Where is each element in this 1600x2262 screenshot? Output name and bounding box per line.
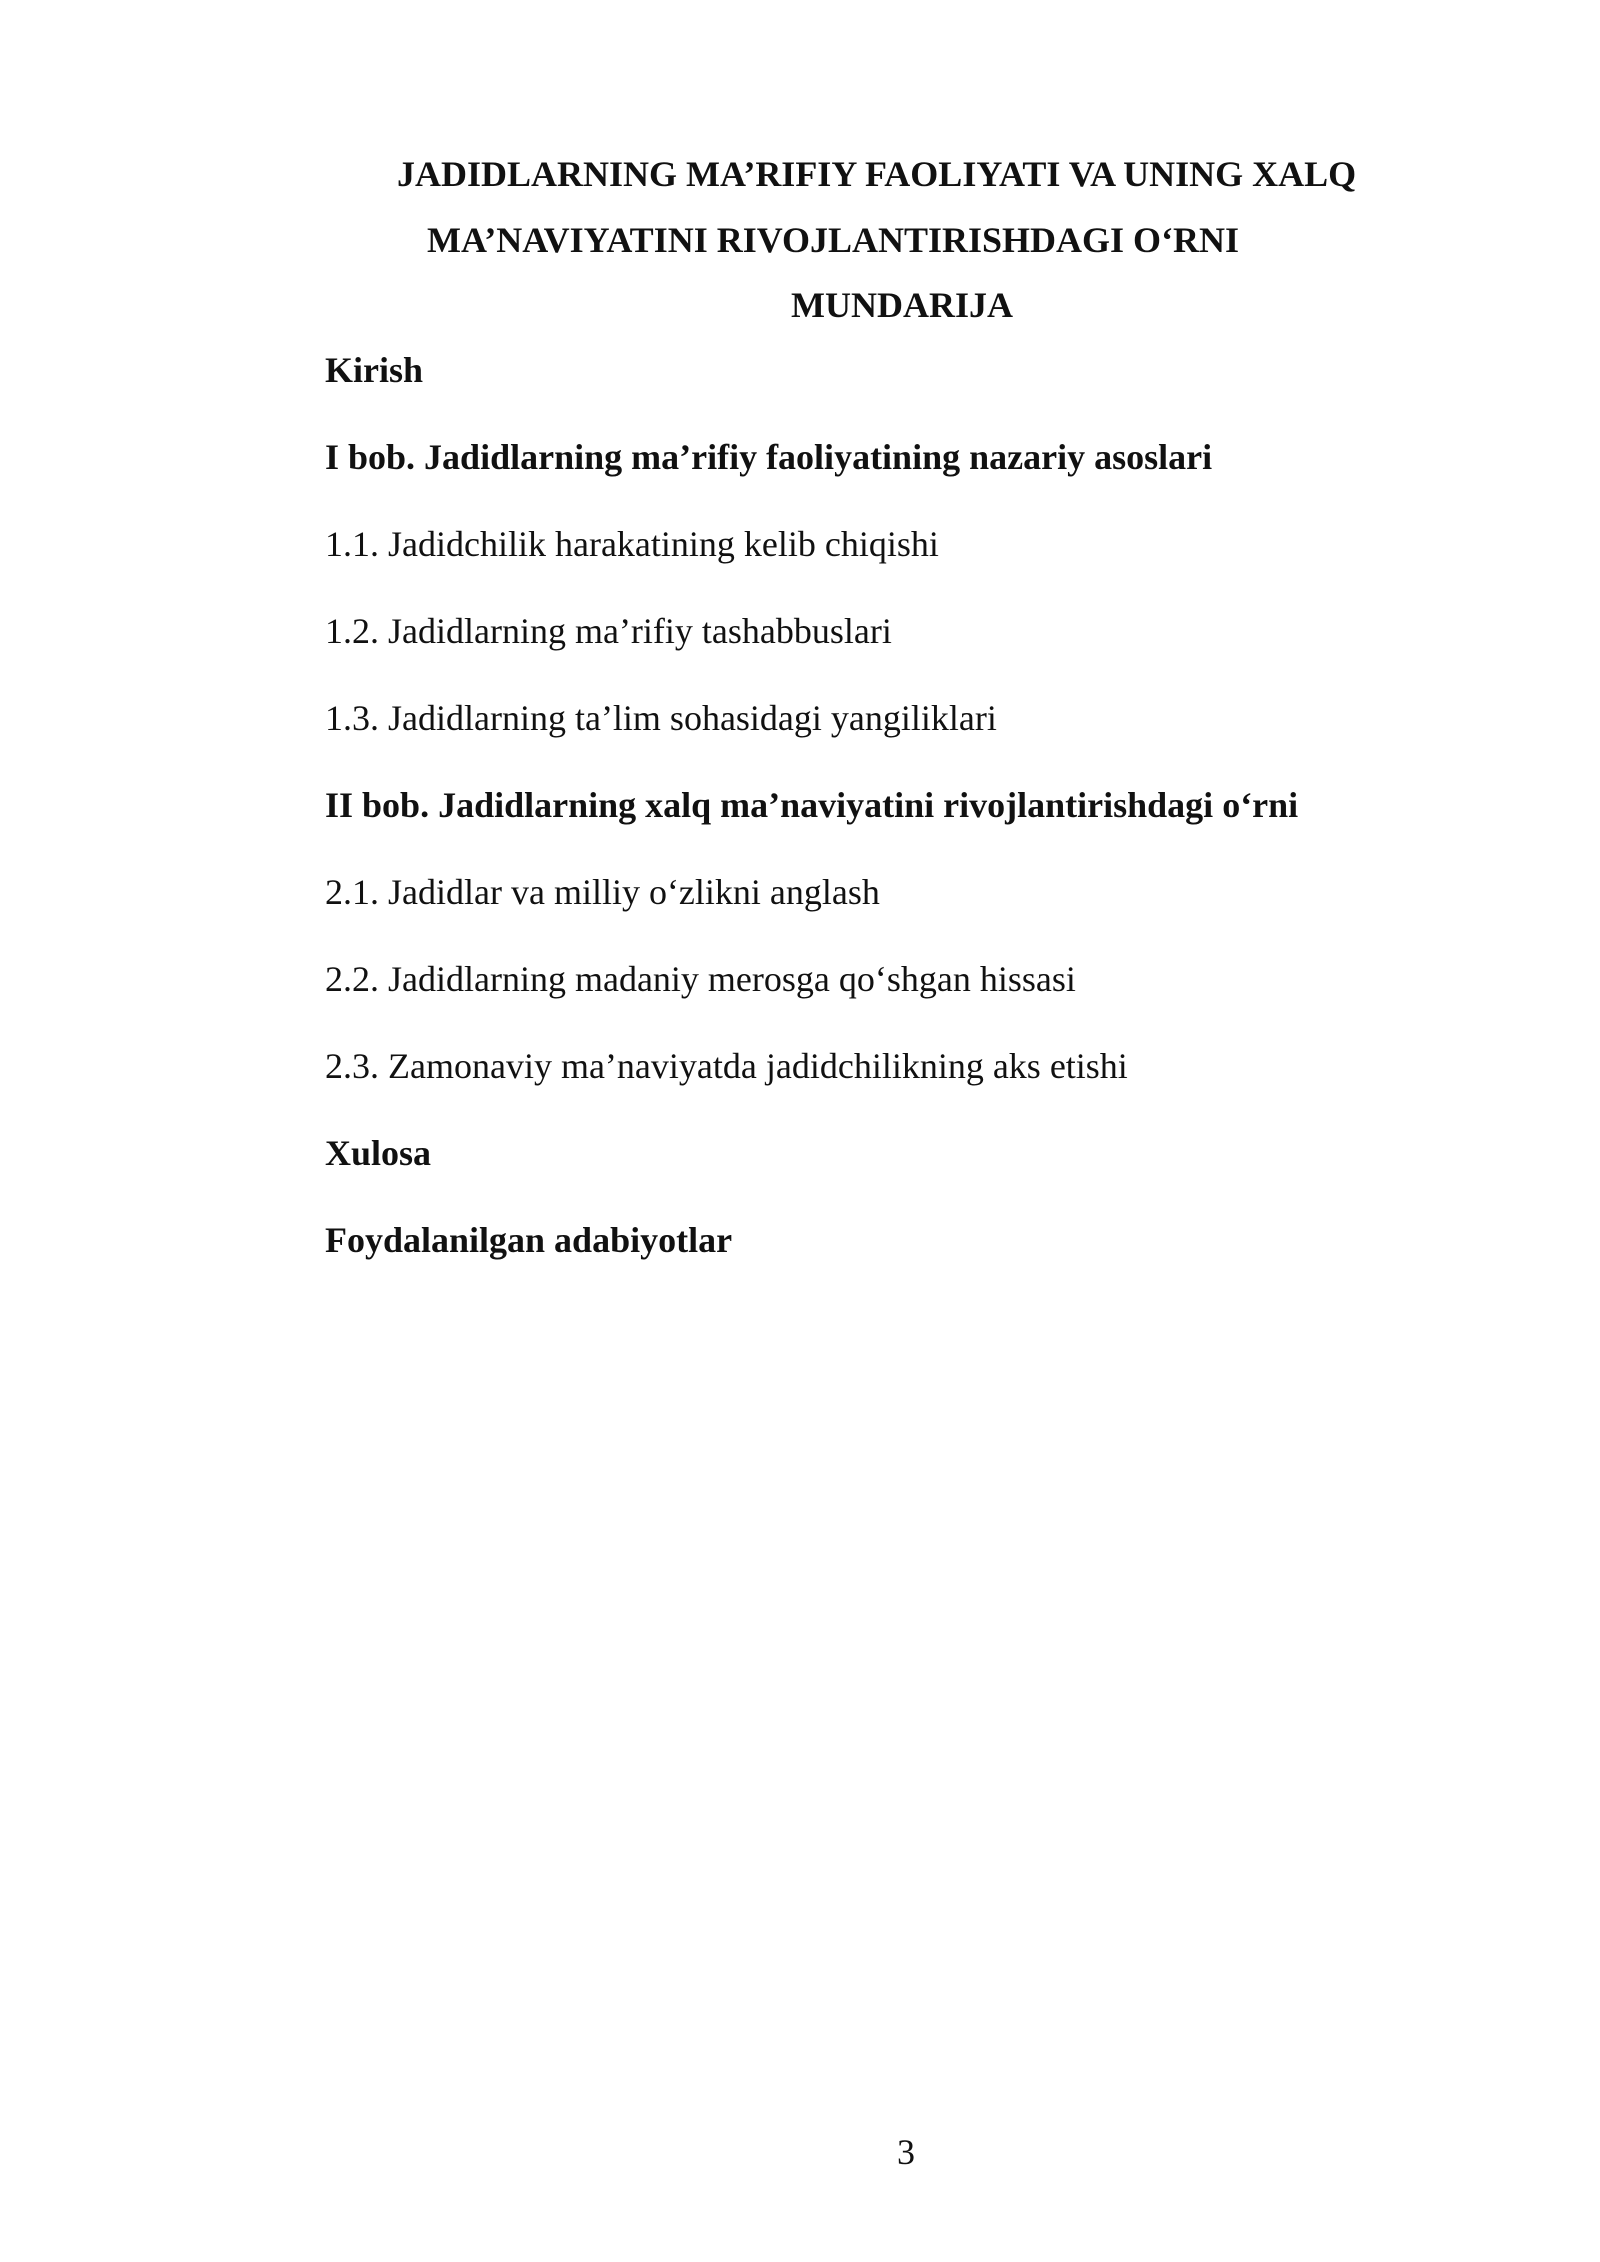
toc-entry-1-3: 1.3. Jadidlarning ta’lim sohasidagi yangiliklari [325,698,997,738]
toc-entry-2-1: 2.1. Jadidlar va milliy o‘zlikni anglash [325,872,880,912]
toc-entry-introduction: Kirish [325,350,424,390]
page-number: 3 [897,2132,915,2172]
document-title-line-2: MA’NAVIYATINI RIVOJLANTIRISHDAGI O‘RNI [427,220,1240,260]
toc-entry-chapter-1: I bob. Jadidlarning ma’rifiy faoliyatining nazariy asoslari [325,437,1213,477]
toc-entry-chapter-2: II bob. Jadidlarning xalq ma’naviyatini rivojlantirishdagi o‘rni [325,785,1299,825]
toc-entry-2-2: 2.2. Jadidlarning madaniy merosga qo‘shgan hissasi [325,959,1076,999]
toc-entry-1-2: 1.2. Jadidlarning ma’rifiy tashabbuslari [325,611,892,651]
toc-entry-references: Foydalanilgan adabiyotlar [325,1220,733,1260]
document-title-line-1: JADIDLARNING MA’RIFIY FAOLIYATI VA UNING XALQ [397,154,1357,194]
toc-entry-1-1: 1.1. Jadidchilik harakatining kelib chiqishi [325,524,939,564]
toc-entry-conclusion: Xulosa [325,1133,432,1173]
toc-entry-2-3: 2.3. Zamonaviy ma’naviyatda jadidchilikning aks etishi [325,1046,1128,1086]
contents-heading: MUNDARIJA [791,285,1013,325]
